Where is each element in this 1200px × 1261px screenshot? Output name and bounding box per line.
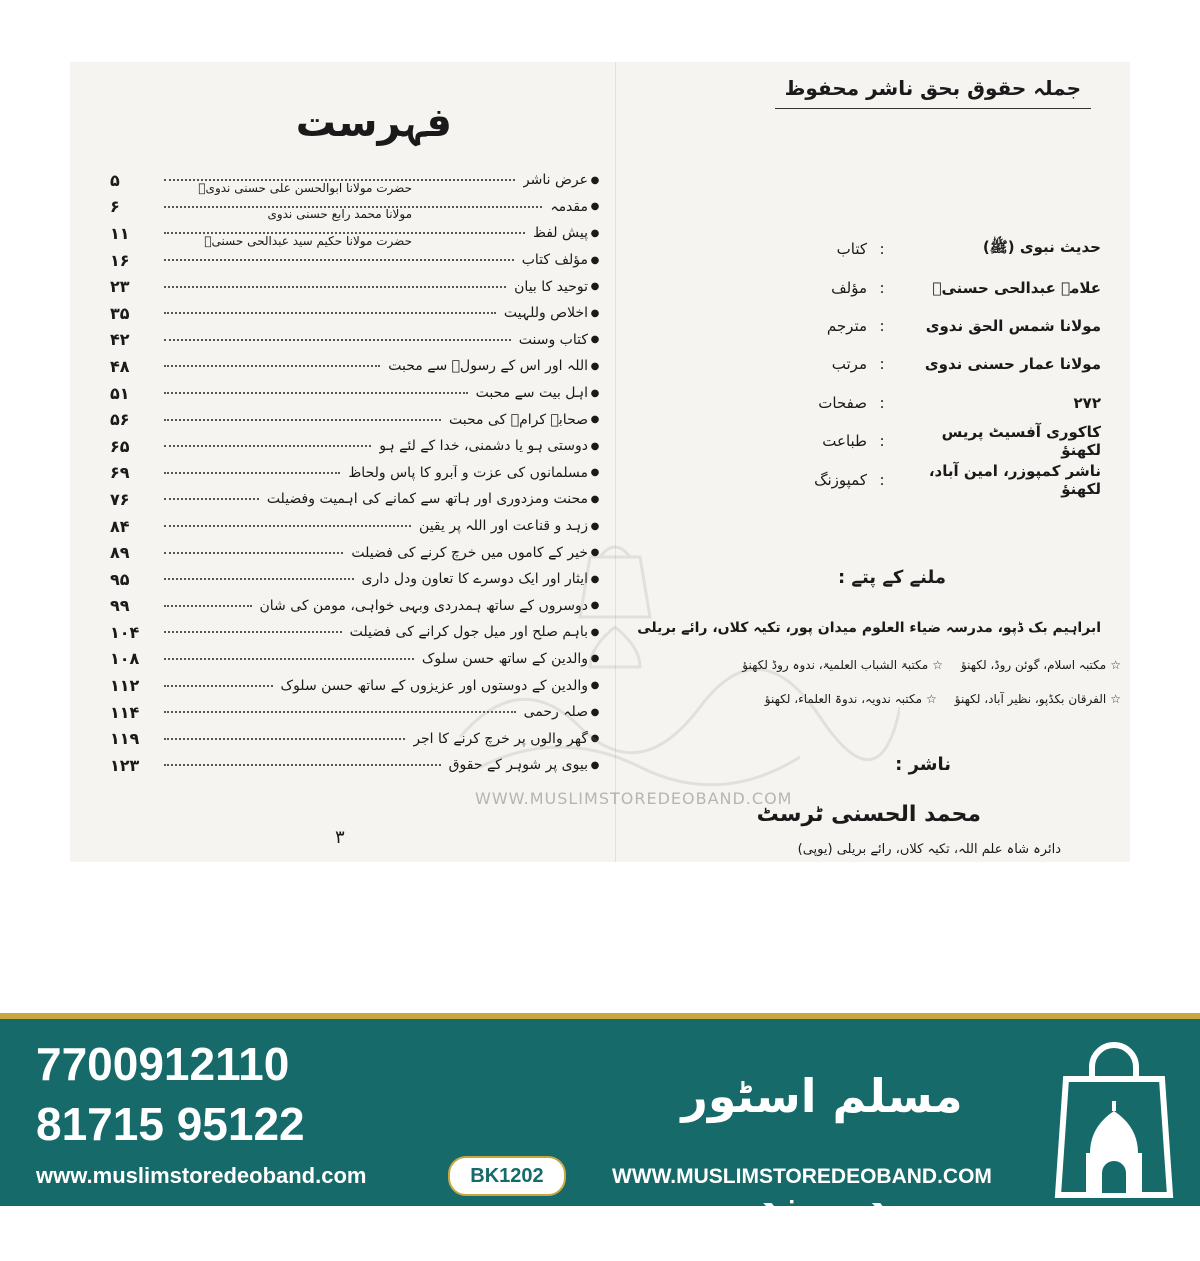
bullet-icon: ● — [590, 706, 600, 718]
phone-number-2[interactable]: 81715 95122 — [36, 1098, 305, 1150]
contents-row — [110, 513, 602, 540]
contents-entry: بیوی پر شوہر کے حقوق — [448, 757, 588, 774]
address-main: ابراہیم بک ڈپو، مدرسہ ضیاء العلوم میدان پور، تکیہ کلاں، رائے بریلی — [637, 620, 1101, 636]
detail-value: علامہ عبدالحی حسنیؒ — [932, 278, 1101, 297]
leader-dots — [164, 525, 411, 527]
contents-page-number: ۶ — [110, 197, 120, 217]
address-entry — [961, 658, 1121, 672]
contents-page-number: ۱۲۳ — [110, 755, 140, 775]
leader-dots — [164, 738, 405, 740]
contents-entry: مسلمانوں کی عزت و آبرو کا پاس ولحاظ — [348, 464, 588, 481]
leader-dots — [164, 286, 506, 288]
detail-colon: : — [879, 393, 885, 412]
contents-page-number: ۹۵ — [110, 569, 130, 589]
detail-colon: : — [879, 278, 885, 297]
detail-row — [801, 460, 1101, 498]
leader-dots — [164, 392, 468, 394]
bullet-icon: ● — [590, 573, 600, 585]
detail-value: کاکوری آفسیٹ پریس لکھنؤ — [941, 423, 1101, 460]
leader-dots — [164, 365, 380, 367]
contents-page-number: ۲۳ — [110, 277, 130, 297]
bullet-icon: ● — [590, 201, 600, 213]
bullet-icon: ● — [590, 254, 600, 266]
address-text: مکتبۃ الشباب العلمیۃ، ندوہ روڈ لکھنؤ — [742, 658, 929, 672]
bullet-icon: ● — [590, 414, 600, 426]
contents-author: حضرت مولانا حکیم سید عبدالحی حسنیؒ — [204, 233, 412, 248]
leader-dots — [164, 552, 343, 554]
contents-title: فہرست — [295, 100, 452, 146]
watermark-url: WWW.MUSLIMSTOREDEOBAND.COM — [475, 789, 793, 808]
contents-entry: دوسروں کے ساتھ ہمدردی وبہی خواہی، مومن کی شان — [259, 597, 588, 614]
contents-entry: اخلاص وللہیت — [503, 305, 588, 322]
leader-dots — [164, 764, 441, 766]
contents-page-number: ۸۴ — [110, 516, 130, 536]
contents-entry: والدین کے دوستوں اور عزیزوں کے ساتھ حسن سلوک — [280, 677, 588, 694]
detail-row — [801, 307, 1101, 345]
contents-row — [110, 406, 602, 433]
leader-dots — [164, 498, 259, 500]
bullet-icon: ● — [590, 467, 600, 479]
store-watermark-icon — [440, 537, 900, 797]
contents-page-number: ۳۵ — [110, 303, 130, 323]
leader-dots — [164, 605, 252, 607]
detail-colon: : — [879, 432, 885, 451]
detail-key: صفحات — [818, 393, 867, 412]
publisher-name: محمد الحسنی ٹرسٹ — [756, 802, 981, 827]
contents-entry: محنت ومزدوری اور ہاتھ سے کمانے کی اہمیت وفضیلت — [266, 491, 588, 508]
bullet-icon: ● — [590, 600, 600, 612]
contents-page-number: ۱۰۸ — [110, 649, 140, 669]
leader-dots — [164, 339, 511, 341]
contents-entry: پیش لفظ — [532, 225, 588, 242]
address-entry — [955, 692, 1121, 706]
contents-entry: عرض ناشر — [522, 172, 588, 189]
contents-author: مولانا محمد رابع حسنی ندوی — [267, 207, 412, 222]
contents-entry: اللہ اور اس کے رسولؐ سے محبت — [388, 358, 588, 375]
detail-row — [801, 268, 1101, 306]
detail-row — [801, 422, 1101, 460]
contents-entry: صحابہ کرامؓ کی محبت — [448, 411, 588, 428]
addresses-heading: ملنے کے پتے : — [837, 567, 946, 588]
contents-entry: زہد و قناعت اور اللہ پر یقین — [419, 518, 588, 535]
bullet-icon: ● — [590, 334, 600, 346]
detail-key: کمپوزنگ — [814, 470, 867, 489]
contents-page-number: ۱۱۹ — [110, 729, 140, 749]
contents-entry: ایثار اور ایک دوسرے کا تعاون ودل داری — [361, 571, 588, 588]
detail-colon: : — [879, 355, 885, 374]
star-icon: ☆ — [932, 658, 943, 672]
contents-page-number: ۱۰۴ — [110, 622, 140, 642]
bullet-icon: ● — [590, 547, 600, 559]
detail-key: مؤلف — [831, 278, 867, 297]
detail-row — [801, 384, 1101, 422]
leader-dots — [164, 658, 414, 660]
bullet-icon: ● — [590, 387, 600, 399]
leader-dots — [164, 419, 441, 421]
website-link[interactable]: www.muslimstoredeoband.com — [36, 1163, 367, 1188]
detail-key: کتاب — [836, 240, 867, 259]
address-text: مکتبہ اسلام، گوئن روڈ، لکھنؤ — [960, 658, 1107, 672]
detail-row — [801, 230, 1101, 268]
contents-row — [110, 300, 602, 327]
leader-dots — [164, 578, 354, 580]
star-icon: ☆ — [1110, 692, 1121, 706]
contents-row — [110, 460, 602, 487]
contents-entry: دوستی ہو یا دشمنی، خدا کے لئے ہو — [379, 438, 588, 455]
book-details — [801, 230, 1101, 499]
detail-value: ناشر کمپوزر، امین آباد، لکھنؤ — [928, 461, 1101, 498]
contents-page-number: ۷۶ — [110, 489, 130, 509]
bullet-icon: ● — [590, 680, 600, 692]
bullet-icon: ● — [590, 360, 600, 372]
detail-colon: : — [879, 316, 885, 335]
contents-page-number: ۴۸ — [110, 356, 130, 376]
page-number: ۳ — [335, 827, 345, 848]
detail-key: مترجم — [826, 316, 867, 335]
shopping-bag-mosque-logo-icon — [1050, 1039, 1178, 1199]
bullet-icon: ● — [590, 281, 600, 293]
bullet-icon: ● — [590, 440, 600, 452]
contents-entry: گھر والوں پر خرچ کرنے کا اجر — [413, 730, 588, 747]
bullet-icon: ● — [590, 227, 600, 239]
detail-colon: : — [879, 470, 885, 489]
address-text: مکتبہ ندویہ، ندوۃ العلماء، لکھنؤ — [764, 692, 923, 706]
book-spread — [70, 62, 1130, 862]
contents-entry: والدین کے ساتھ حسن سلوک — [421, 650, 588, 667]
contents-entry: کتاب وسنت — [518, 331, 588, 348]
detail-value: مولانا شمس الحق ندوی — [925, 316, 1101, 335]
leader-dots — [164, 631, 342, 633]
leader-dots — [164, 445, 371, 447]
store-footer — [0, 1013, 1200, 1233]
contents-entry: توحید کا بیان — [514, 278, 588, 295]
publisher-heading: ناشر : — [895, 754, 951, 775]
contents-entry: خیر کے کاموں میں خرچ کرنے کی فضیلت — [351, 544, 588, 561]
product-code-badge: BK1202 — [448, 1156, 566, 1196]
contents-page-number: ۴۲ — [110, 330, 130, 350]
brand-logo-text: مسلم اسٹور دیوبند — [681, 1069, 963, 1233]
contents-page-number: ۸۹ — [110, 543, 130, 563]
contents-entry: اہل بیت سے محبت — [475, 385, 588, 402]
detail-colon: : — [879, 240, 885, 259]
contents-row — [110, 486, 602, 513]
phone-number-1[interactable]: 7700912110 — [36, 1038, 290, 1090]
contents-page-number: ۹۹ — [110, 596, 130, 616]
address-text: الفرقان بکڈپو، نظیر آباد، لکھنؤ — [954, 692, 1107, 706]
contents-row — [110, 433, 602, 460]
contents-entry: مؤلف کتاب — [521, 252, 588, 269]
contents-page-number: ۶۵ — [110, 436, 130, 456]
detail-value: مولانا عمار حسنی ندوی — [924, 355, 1101, 374]
contents-page-number: ۵۱ — [110, 383, 130, 403]
bullet-icon: ● — [590, 307, 600, 319]
contents-row — [110, 380, 602, 407]
bullet-icon: ● — [590, 493, 600, 505]
contents-author: حضرت مولانا ابوالحسن علی حسنی ندویؒ — [198, 180, 412, 195]
star-icon: ☆ — [1110, 658, 1121, 672]
leader-dots — [164, 259, 514, 261]
publisher-address: دائرہ شاہ علم اللہ، تکیہ کلاں، رائے بریلی (یوپی) — [797, 842, 1061, 857]
detail-value: حدیث نبوی (ﷺ) — [982, 238, 1101, 257]
contents-page-number: ۱۱۴ — [110, 702, 140, 722]
contents-page-number: ۱۱ — [110, 223, 130, 243]
bullet-icon: ● — [590, 626, 600, 638]
detail-row — [801, 345, 1101, 383]
detail-key: مرتب — [831, 355, 867, 374]
contents-entry: باہم صلح اور میل جول کرانے کی فضیلت — [349, 624, 588, 641]
contents-row — [110, 327, 602, 354]
bullet-icon: ● — [590, 733, 600, 745]
website-link-brand[interactable]: WWW.MUSLIMSTOREDEOBAND.COM — [612, 1165, 992, 1188]
copyright-notice: جملہ حقوق بحق ناشر محفوظ — [775, 72, 1091, 109]
leader-dots — [164, 472, 340, 474]
contents-row — [110, 353, 602, 380]
contents-row — [110, 273, 602, 300]
leader-dots — [164, 685, 273, 687]
bullet-icon: ● — [590, 520, 600, 532]
bullet-icon: ● — [590, 759, 600, 771]
contents-page-number: ۱۶ — [110, 250, 130, 270]
detail-value: ۲۷۲ — [1073, 393, 1101, 412]
contents-page-number: ۵ — [110, 170, 120, 190]
contents-page-number: ۱۱۲ — [110, 676, 140, 696]
contents-page-number: ۵۶ — [110, 410, 130, 430]
detail-key: طباعت — [822, 432, 867, 451]
bullet-icon: ● — [590, 174, 600, 186]
contents-entry: صلہ رحمی — [523, 704, 588, 721]
contents-entry: مقدمہ — [550, 198, 588, 215]
bullet-icon: ● — [590, 653, 600, 665]
contents-page-number: ۶۹ — [110, 463, 130, 483]
star-icon: ☆ — [926, 692, 937, 706]
leader-dots — [164, 312, 496, 314]
